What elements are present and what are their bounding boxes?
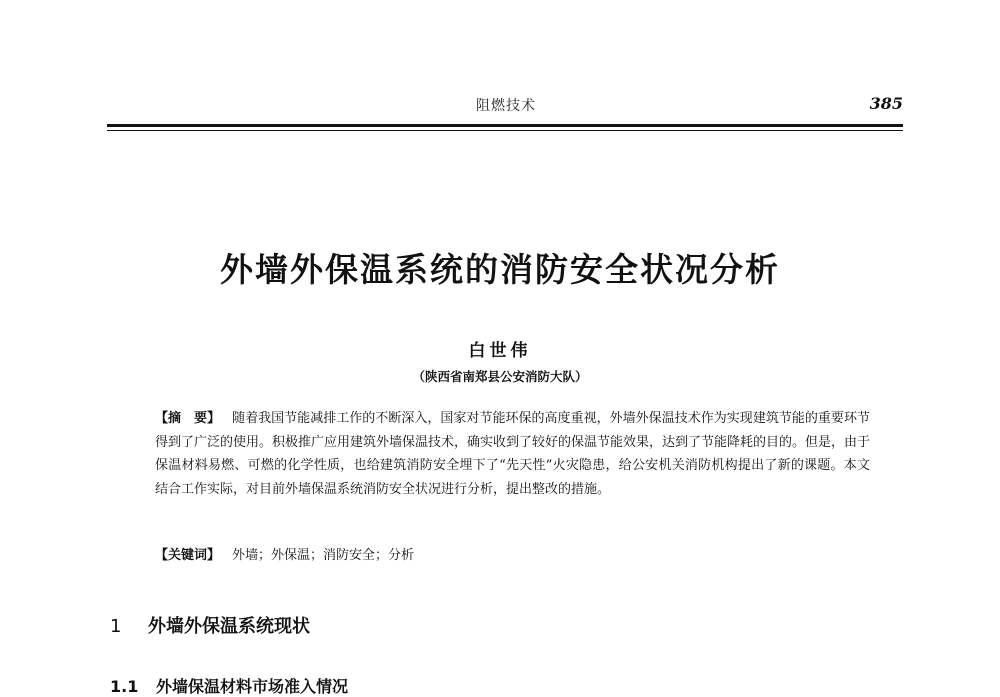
page-number: 385 (869, 94, 903, 113)
section-title: 外墙外保温系统现状 (148, 616, 310, 637)
subsection-number: 1.1 (110, 677, 139, 696)
author-name: 白世伟 (468, 341, 532, 361)
keywords-label: 【关键词】 (155, 548, 221, 563)
subsection-title: 外墙保温材料市场准入情况 (156, 677, 349, 696)
section-heading-1 (110, 612, 310, 638)
running-head: 阻燃技术 (476, 98, 536, 114)
header-rule-thick (107, 124, 903, 127)
author-affiliation: （陕西省南郑县公安消防大队） (412, 369, 588, 384)
abstract-label: 【摘 要】 (155, 411, 221, 426)
abstract (155, 407, 870, 501)
paper-title: 外墙外保温系统的消防安全状况分析 (220, 250, 780, 289)
header-rule-thin (107, 130, 903, 131)
keywords (155, 544, 870, 563)
abstract-text: 随着我国节能减排工作的不断深入，国家对节能环保的高度重视，外墙外保温技术作为实现建筑节能的重要环节得到了广泛的使用。积极推广应用建筑外墙保温技术，确实收到了较好的保温节能效果，达到了节能降耗的目的。但是，由于保温材料易燃、可燃的化学性质，也给建筑消防安全埋下了“先天性”火灾隐患，给公安机关消防机构提出了新的课题。本文结合工作实际，对目前外墙保温系统消防安全状况进行分析，提出整改的措施。 (155, 411, 871, 497)
section-number: 1 (110, 616, 122, 637)
keywords-text: 外墙；外保温；消防安全；分析 (232, 548, 415, 563)
